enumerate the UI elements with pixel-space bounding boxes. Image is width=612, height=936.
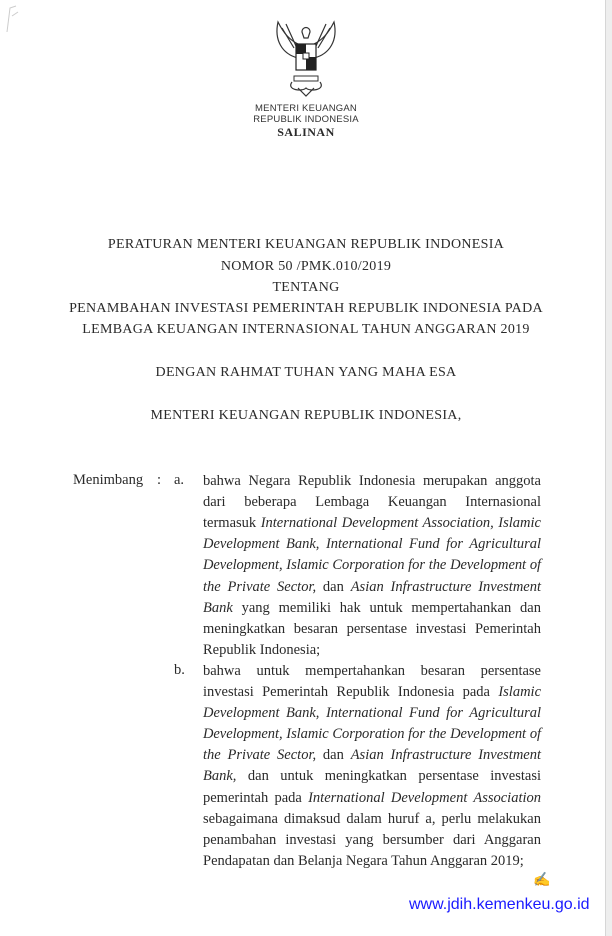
text-segment: bahwa Negara Republik Indonesia merupakan anggota — [203, 473, 541, 489]
item-text-line — [203, 788, 541, 808]
italic-term: Development, Islamic Corporation for the Development of — [203, 557, 541, 574]
item-text-line — [203, 513, 541, 533]
text-segment: Republik Indonesia; — [203, 641, 321, 658]
italic-term: Development Bank, International Fund for Agricultural — [203, 705, 541, 722]
italic-term: Development Bank, International Fund for Agricultural — [203, 536, 541, 553]
text-segment: bahwa untuk mempertahankan besaran persentase — [203, 662, 541, 679]
item-text-line — [203, 766, 541, 786]
considering-label: Menimbang — [73, 472, 144, 488]
text-segment: dan untuk meningkatkan persentase investasi — [236, 768, 541, 785]
text-segment: meningkatkan besaran persentase investasi Pemerintah — [203, 620, 541, 637]
italic-term: the Private Sector, — [203, 747, 317, 764]
item-text-line — [203, 492, 541, 512]
item-text-line — [203, 851, 541, 871]
item-text-line — [203, 471, 541, 491]
regulation-title: PERATURAN MENTERI KEUANGAN REPUBLIK INDONESIA — [107, 237, 505, 252]
text-segment: yang memiliki hak untuk mempertahankan dan — [232, 599, 541, 616]
regulation-subject-2: LEMBAGA KEUANGAN INTERNASIONAL TAHUN ANGGARAN 2019 — [82, 322, 530, 337]
italic-term: Bank — [203, 599, 233, 616]
italic-term: Bank, — [203, 768, 237, 785]
text-segment: termasuk — [203, 515, 261, 532]
initial-mark-icon: ✍ — [533, 873, 551, 888]
italic-term: Development, Islamic Corporation for the Development of — [203, 726, 541, 743]
italic-term: International Development Association, Islamic — [260, 515, 541, 532]
item-text-line — [203, 619, 541, 639]
italic-term: Asian Infrastructure Investment — [350, 747, 542, 764]
item-text-line — [203, 598, 541, 618]
italic-term: Asian Infrastructure Investment — [350, 578, 542, 595]
scan-artifact-mark — [4, 4, 22, 34]
garuda-emblem-icon — [268, 18, 344, 98]
regulation-number: NOMOR 50 /PMK.010/2019 — [220, 259, 392, 274]
institution-line-1: MENTERI KEUANGAN — [255, 103, 357, 114]
item-text-line — [203, 682, 541, 702]
item-text-line — [203, 577, 541, 597]
text-segment: investasi Pemerintah Republik Indonesia pada — [203, 684, 499, 700]
italic-term: the Private Sector, — [203, 578, 317, 595]
item-text-line — [203, 703, 541, 723]
italic-term: International Development Association — [308, 789, 542, 806]
invocation: DENGAN RAHMAT TUHAN YANG MAHA ESA — [155, 365, 457, 380]
authority: MENTERI KEUANGAN REPUBLIK INDONESIA, — [150, 408, 462, 423]
text-segment: dan — [316, 578, 351, 595]
item-text-line — [203, 640, 541, 660]
item-text-line — [203, 534, 541, 554]
item-text-line — [203, 745, 541, 765]
item-marker: b. — [174, 661, 185, 678]
page-edge — [605, 0, 612, 936]
institution-line-2: REPUBLIK INDONESIA — [253, 114, 359, 125]
considering-colon: : — [157, 472, 162, 488]
item-text-line — [203, 555, 541, 575]
footer-url-link[interactable]: www.jdih.kemenkeu.go.id — [409, 896, 590, 913]
text-segment: penambahan investasi yang bersumber dari Anggaran — [203, 831, 541, 848]
salinan-stamp: SALINAN — [277, 125, 335, 139]
regulation-about: TENTANG — [272, 280, 340, 295]
item-text-line — [203, 724, 541, 744]
item-text-line — [203, 830, 541, 850]
text-segment: dan — [316, 747, 351, 764]
text-segment: Pendapatan dan Belanja Negara Tahun Anggaran 2019; — [203, 852, 524, 869]
item-text-line — [203, 809, 541, 829]
regulation-subject-1: PENAMBAHAN INVESTASI PEMERINTAH REPUBLIK INDONESIA PADA — [69, 301, 543, 316]
item-marker: a. — [174, 472, 185, 488]
text-segment: sebagaimana dimaksud dalam huruf a, perlu melakukan — [203, 810, 541, 827]
text-segment: dari beberapa Lembaga Keuangan Internasional — [203, 494, 541, 511]
italic-term: Islamic — [498, 684, 541, 700]
item-text-line — [203, 661, 541, 681]
text-segment: pemerintah pada — [203, 789, 309, 806]
